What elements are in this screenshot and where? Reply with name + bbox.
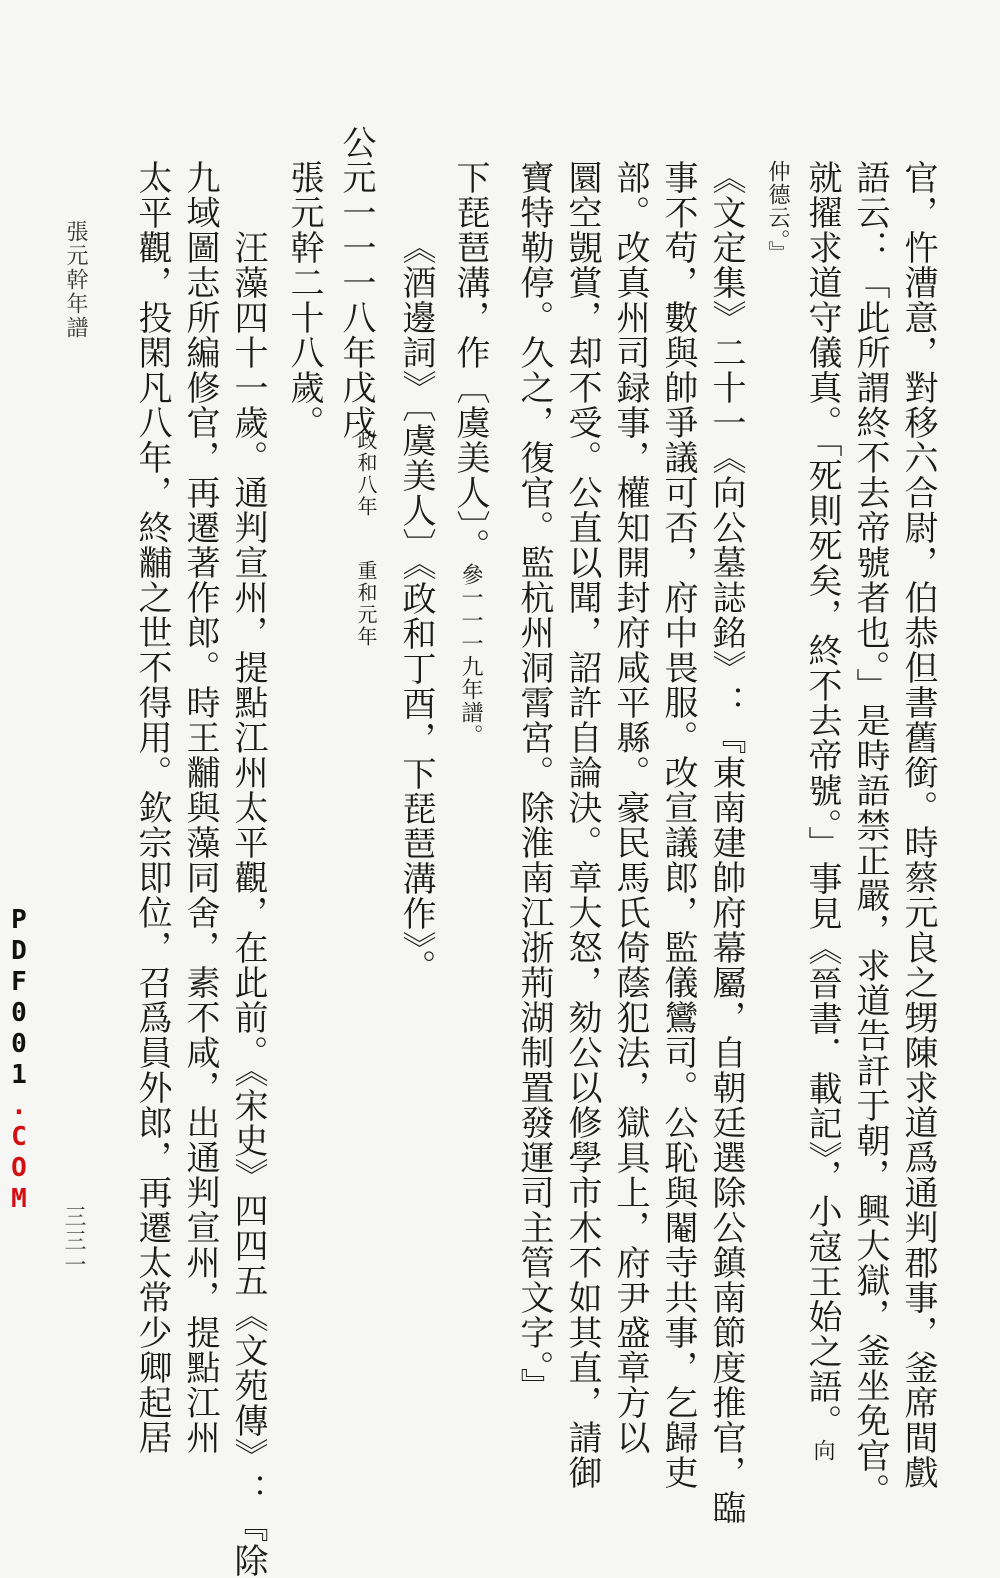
watermark-suffix: .COM xyxy=(4,1091,34,1215)
text-column-2: 語云：「此所謂終不去帝號者也。」是時語禁正嚴，求道告訐于朝，興大獄，釜坐免官。 xyxy=(850,160,890,1508)
text-column-1: 官，忤漕意，對移六合尉，伯恭但書舊銜。時蔡元良之甥陳求道爲通判郡事，釜席間戲 xyxy=(898,160,938,1490)
page-number: 三三一 xyxy=(61,1205,86,1277)
watermark-prefix: PDF001 xyxy=(4,905,34,1091)
text-column-9 xyxy=(450,160,490,747)
text-column-10: 《酒邊詞》〔虞美人〕《政和丁酉，下琵琶溝作》。 xyxy=(396,230,436,984)
text-column-3b: 仲德云。』 xyxy=(765,160,790,264)
text-column-14: 九域圖志所編修官，再遷著作郎。時王黼與藻同舍，素不咸，出通判宣州，提點江州 xyxy=(180,160,220,1455)
era-note-1: 政和八年 xyxy=(354,430,378,518)
text-column-13: 汪藻四十一歲。通判宣州，提點江州太平觀，在此前。《宋史》四四五《文苑傳》：『除 xyxy=(228,230,268,1578)
text-column-7: 圜空覬賞，却不受。公直以聞，詔許自論決。章大怒，劾公以修學市木不如其直，請御 xyxy=(562,160,602,1490)
column-3-main: 就擢求道守儀真。「死則死矣，終不去帝號。」事見《晉書．載記》，小寇王始之語。 xyxy=(802,160,842,1439)
watermark xyxy=(4,905,34,1215)
year-heading: 公元一一一八年戊戌 xyxy=(336,125,376,440)
text-column-12: 張元幹二十八歲。 xyxy=(284,160,324,440)
column-3-note: 向 xyxy=(810,1439,835,1462)
text-column-15: 太平觀，投閑凡八年，終黼之世不得用。欽宗即位，召爲員外郎，再遷太常少卿起居 xyxy=(132,160,172,1455)
column-9-main: 下琵琶溝，作〔虞美人〕。 xyxy=(450,160,490,563)
text-column-6: 部。改真州司録事，權知開封府咸平縣。豪民馬氏倚蔭犯法，獄具上，府尹盛章方以 xyxy=(610,160,650,1455)
text-column-5: 事不苟，數與帥爭議可否，府中畏服。改宣議郎，監儀鸞司。公恥與閹寺共事，乞歸吏 xyxy=(658,160,698,1490)
era-note-2: 重和元年 xyxy=(354,560,378,648)
text-column-3 xyxy=(802,160,842,1462)
text-column-8: 寶特勒停。久之，復官。監杭州洞霄宮。除淮南江浙荊湖制置發運司主管文字。』 xyxy=(514,160,554,1403)
column-9-note: 參一一一九年譜。 xyxy=(458,563,483,747)
running-header: 張元幹年譜 xyxy=(63,220,88,340)
text-column-4: 《文定集》二十一《向公墓誌銘》：『東南建帥府幕屬，自朝廷選除公鎮南節度推官，臨 xyxy=(706,160,746,1525)
